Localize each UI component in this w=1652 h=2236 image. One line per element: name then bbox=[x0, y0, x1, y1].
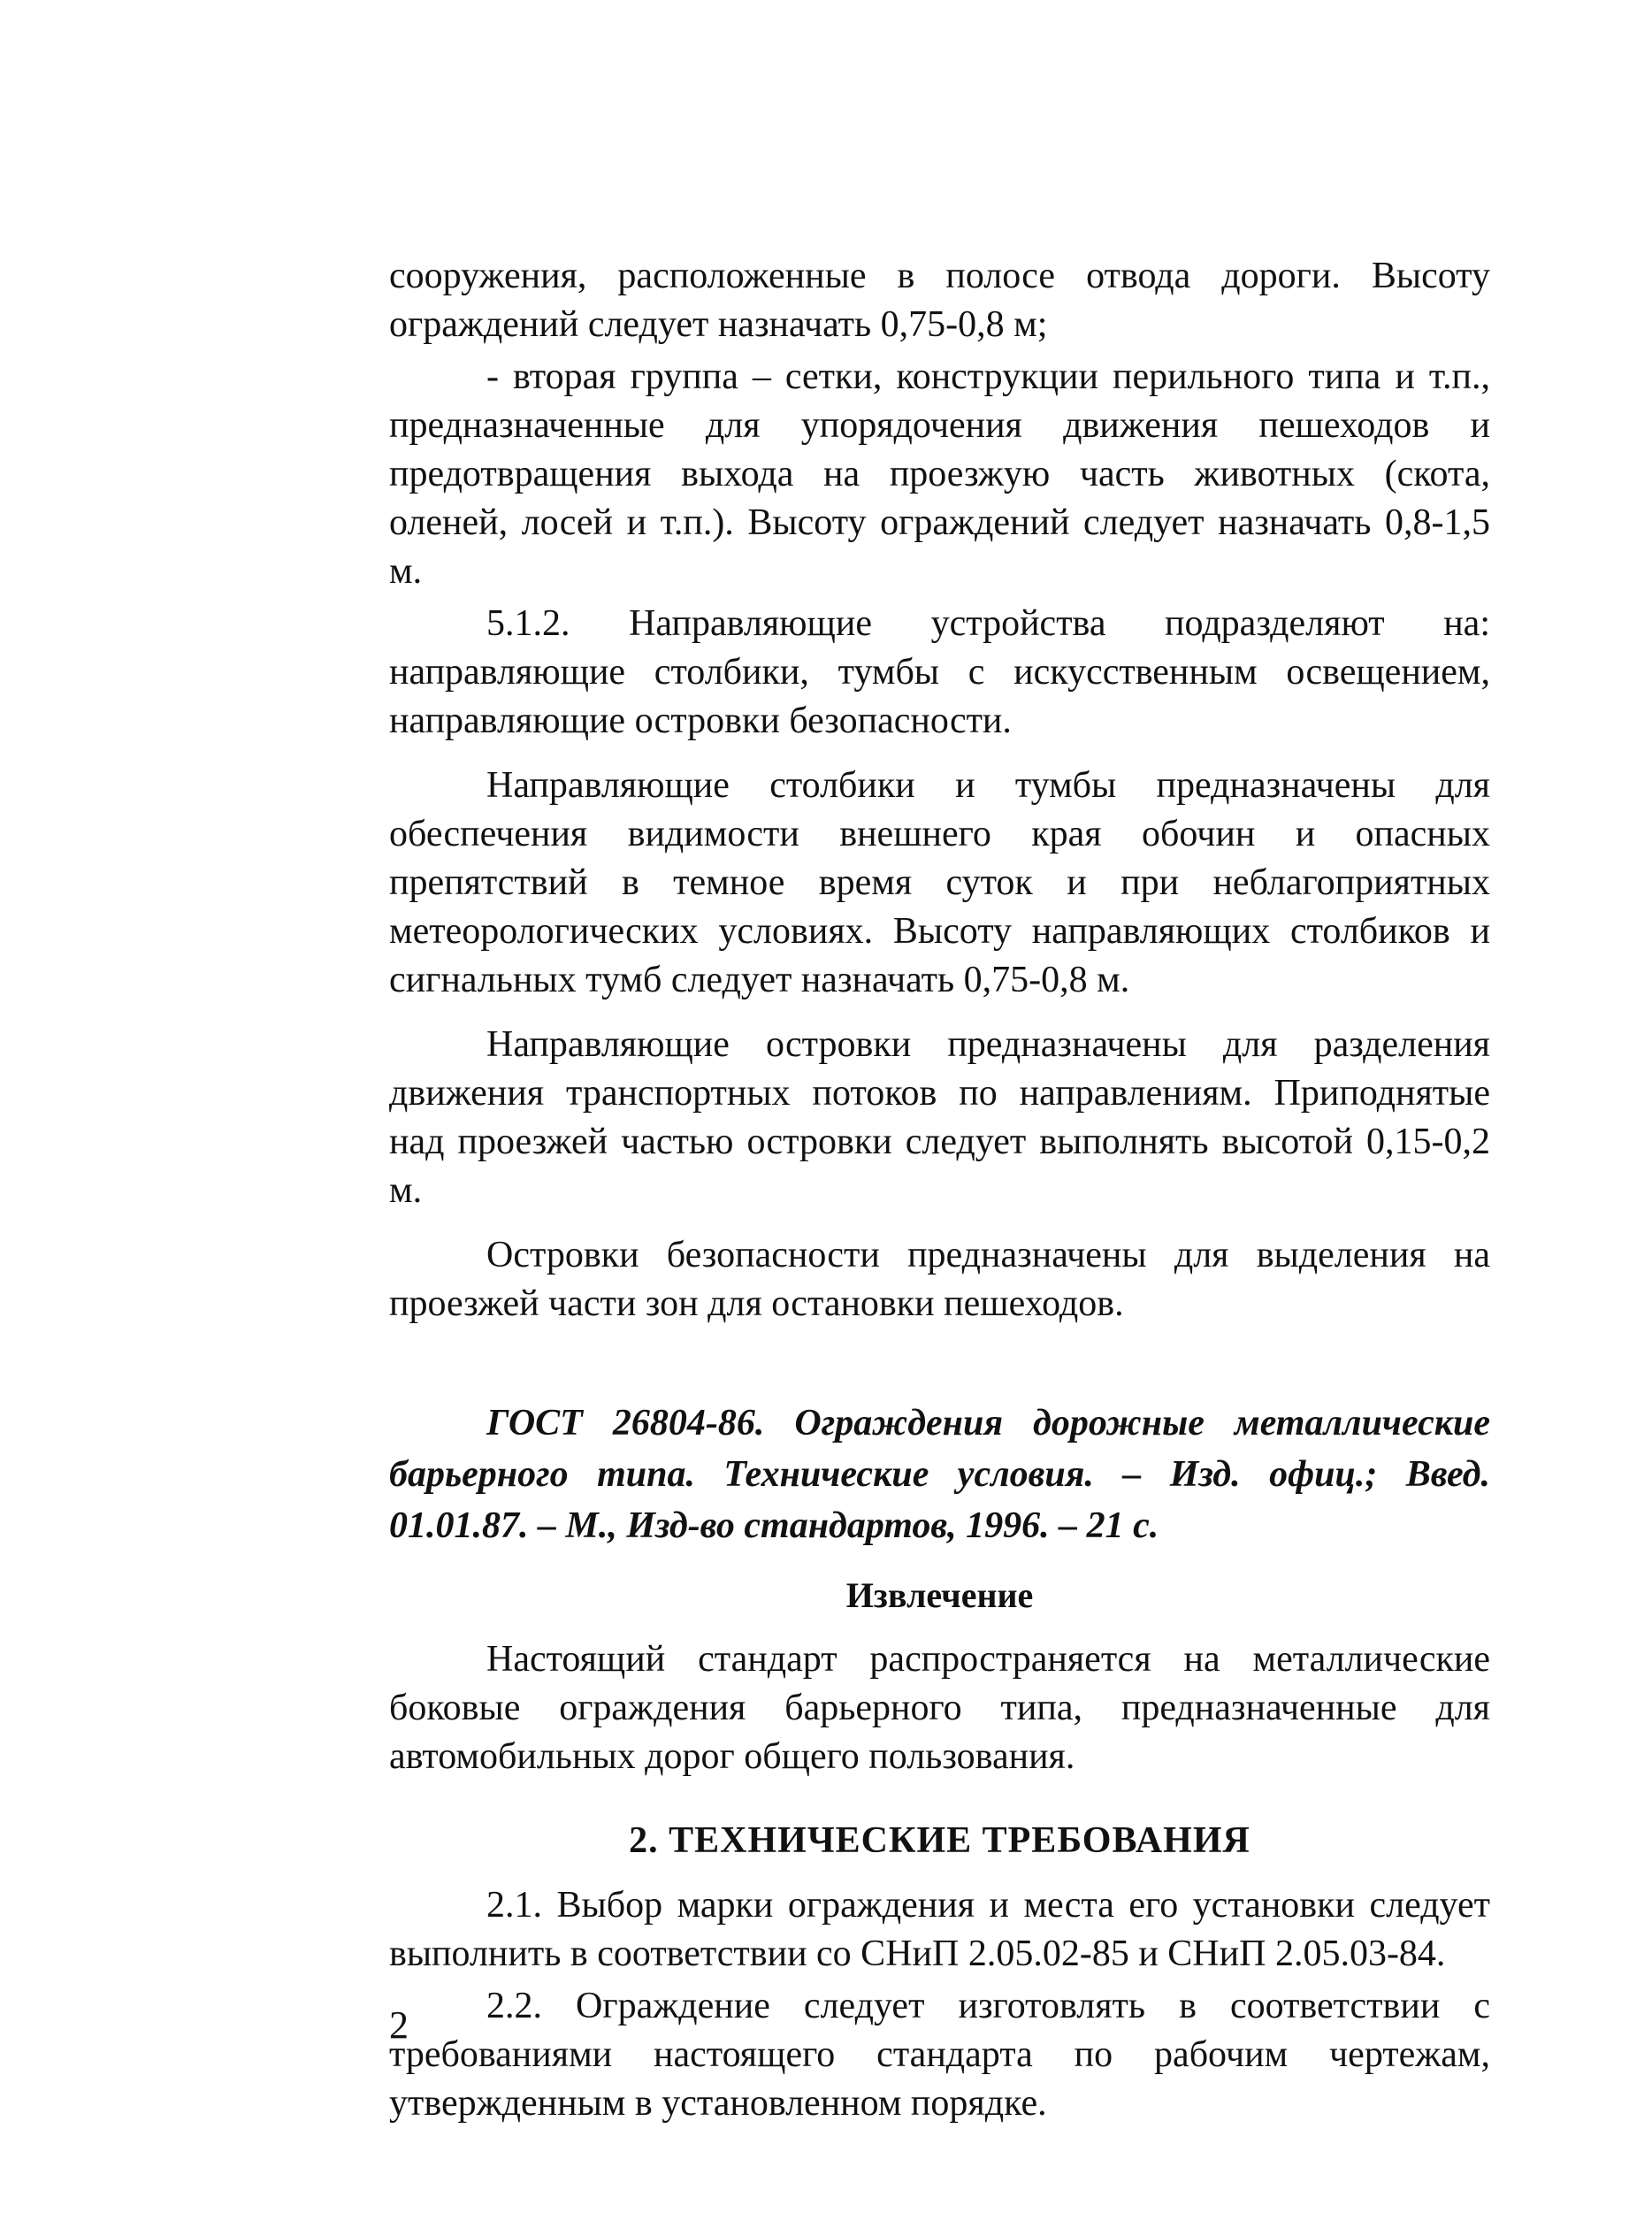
paragraph: - вторая группа – сетки, конструкции перильного типа и т.п., предназначенные для упорядочения движения пешеходов и предотвращения выхода на проезжую часть животных (скота, оленей, лосей и т.п.). Высоту ограждений следует назначать 0,8-1,5 м. bbox=[389, 356, 1490, 592]
bibliographic-citation: ГОСТ 26804-86. Ограждения дорожные металлические барьерного типа. Технические условия. – Изд. офиц.; Введ. 01.01.87. – М., Изд-во стандартов, 1996. – 21 с. bbox=[389, 1403, 1490, 1546]
paragraph: Островки безопасности предназначены для выделения на проезжей части зон для остановки пешеходов. bbox=[389, 1235, 1490, 1324]
document-page bbox=[389, 252, 1490, 2128]
section-paragraph: 2.2. Ограждение следует изготовлять в соответствии с требованиями настоящего стандарта по рабочим чертежам, утвержденным в установленном порядке. bbox=[389, 1986, 1490, 2124]
page-number: 2 bbox=[389, 2003, 409, 2047]
extract-heading: Извлечение bbox=[845, 1575, 1034, 1615]
paragraph: Направляющие столбики и тумбы предназначены для обеспечения видимости внешнего края обочин и опасных препятствий в темное время суток и при неблагоприятных метеорологических условиях. Высоту направляющих столбиков и сигнальных тумб следует назначать 0,75-0,8 м. bbox=[389, 765, 1490, 1000]
paragraph: сооружения, расположенные в полосе отвода дороги. Высоту ограждений следует назначать 0,75-0,8 м; bbox=[389, 256, 1490, 345]
extract-paragraph: Настоящий стандарт распространяется на металлические боковые ограждения барьерного типа, предназначенные для автомобильных дорог общего пользования. bbox=[389, 1639, 1490, 1777]
paragraph: 5.1.2. Направляющие устройства подразделяют на: направляющие столбики, тумбы с искусственным освещением, направляющие островки безопасности. bbox=[389, 603, 1490, 741]
section-paragraph: 2.1. Выбор марки ограждения и места его установки следует выполнить в соответствии со СНиП 2.05.02-85 и СНиП 2.05.03-84. bbox=[389, 1885, 1490, 1974]
paragraph: Направляющие островки предназначены для разделения движения транспортных потоков по направлениям. Приподнятые над проезжей частью островки следует выполнять высотой 0,15-0,2 м. bbox=[389, 1024, 1490, 1211]
section-heading: 2. ТЕХНИЧЕСКИЕ ТРЕБОВАНИЯ bbox=[629, 1820, 1250, 1861]
